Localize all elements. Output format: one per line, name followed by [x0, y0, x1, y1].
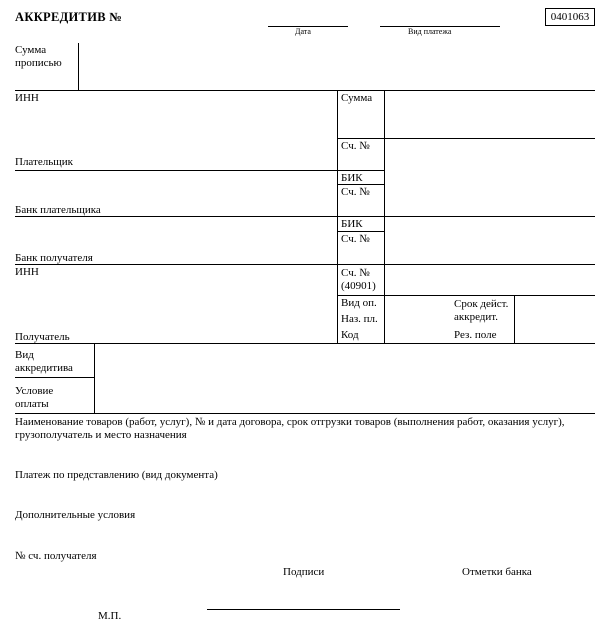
- amount-in-words-label: Сумма прописью: [15, 44, 62, 69]
- additional-conditions-label: Дополнительные условия: [15, 509, 136, 521]
- payer-inn-label: ИНН: [15, 92, 39, 104]
- payer-bank-account-label: Сч. №: [341, 186, 370, 198]
- recipient-bik-bottom-line: [337, 231, 384, 232]
- code-label: Код: [341, 329, 359, 341]
- credit-type-divider: [94, 344, 95, 414]
- amount-label: Сумма: [341, 92, 373, 104]
- recipient-account-40901-label: Сч. № (40901): [341, 267, 376, 292]
- amount-bottom-line: [337, 138, 595, 139]
- condition-bottom-line: [15, 413, 595, 414]
- signatures-label: Подписи: [283, 566, 325, 578]
- stamp-label: М.П.: [98, 610, 122, 622]
- signature-line: [207, 609, 400, 610]
- payer-account-label: Сч. №: [341, 140, 370, 152]
- goods-description-label: Наименование товаров (работ, услуг), № и дата договора, срок отгрузки товаров (выполнения работ, оказания услуг), грузополучатель и место назначения: [15, 416, 565, 441]
- reserve-field-label: Рез. поле: [454, 329, 497, 341]
- payer-bank-bottom-line: [15, 216, 595, 217]
- operation-type-label: Вид оп.: [341, 297, 377, 309]
- recipient-bank-bottom-line: [15, 264, 595, 265]
- payer-bik-bottom-line: [337, 184, 384, 185]
- payer-account-bottom-line: [337, 170, 384, 171]
- payer-label: Плательщик: [15, 156, 73, 168]
- document-title: АККРЕДИТИВ №: [15, 10, 123, 24]
- credit-type-label: Вид аккредитива: [15, 349, 73, 374]
- payment-type-label: Вид платежа: [408, 27, 452, 36]
- payment-purpose-code-label: Наз. пл.: [341, 313, 378, 325]
- date-label: Дата: [295, 27, 311, 36]
- validity-right-divider: [514, 295, 515, 344]
- recipient-label: Получатель: [15, 331, 70, 343]
- recipient-inn-label: ИНН: [15, 266, 39, 278]
- credit-validity-label: Срок дейст. аккредит.: [454, 298, 509, 323]
- payer-bik-label: БИК: [341, 172, 363, 184]
- recipient-account-number-label: № сч. получателя: [15, 550, 97, 562]
- form-code-box: 0401063: [545, 8, 595, 26]
- payer-bank-label: Банк плательщика: [15, 204, 101, 216]
- bank-marks-label: Отметки банка: [462, 566, 532, 578]
- amount-words-bottom-line: [15, 90, 595, 91]
- payer-bottom-line: [15, 170, 337, 171]
- recipient-bik-label: БИК: [341, 218, 363, 230]
- payment-type-line: [380, 26, 500, 27]
- date-line: [268, 26, 348, 27]
- amount-words-divider: [78, 43, 79, 90]
- payment-on-presentation-label: Платеж по представлению (вид документа): [15, 469, 218, 481]
- recipient-account-bottom-line: [337, 295, 595, 296]
- center-left-divider: [337, 90, 338, 344]
- recipient-bank-account-label: Сч. №: [341, 233, 370, 245]
- credit-type-bottom-line: [15, 377, 94, 378]
- recipient-bottom-line: [15, 343, 595, 344]
- recipient-bank-label: Банк получателя: [15, 252, 93, 264]
- payment-condition-label: Условие оплаты: [15, 385, 54, 410]
- center-right-divider: [384, 90, 385, 344]
